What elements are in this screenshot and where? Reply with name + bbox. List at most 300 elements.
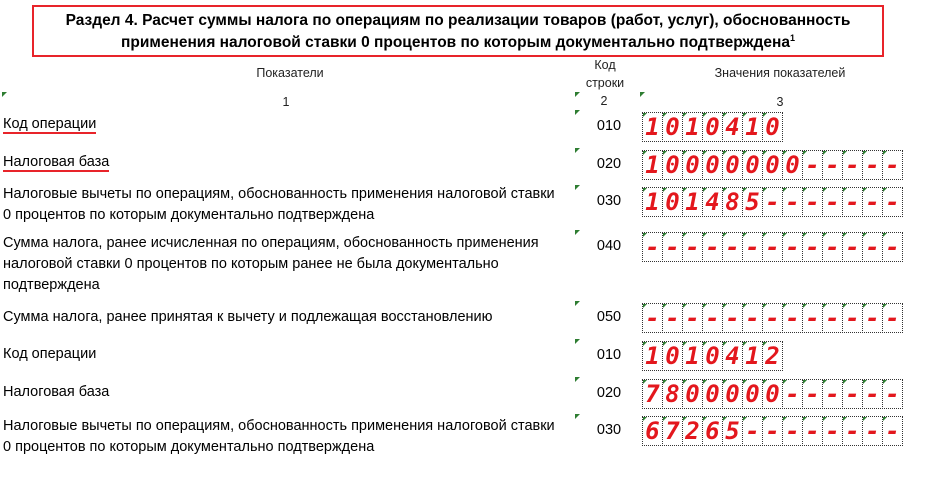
cell-marker-icon	[843, 417, 847, 421]
value-cell[interactable]	[642, 341, 663, 371]
cell-value: 1	[745, 342, 760, 370]
cell-marker-icon	[663, 304, 667, 308]
cell-marker-icon	[743, 304, 747, 308]
cell-marker-icon	[803, 417, 807, 421]
cell-marker-icon	[683, 233, 687, 237]
value-cell[interactable]	[642, 187, 663, 217]
cell-marker-icon	[703, 233, 707, 237]
cell-marker-icon	[723, 151, 727, 155]
cell-marker-icon	[843, 304, 847, 308]
cell-value: 0	[765, 151, 780, 179]
cell-marker-icon	[883, 151, 887, 155]
cell-value: 1	[645, 342, 660, 370]
value-cell[interactable]	[682, 150, 703, 180]
cell-value: -	[885, 380, 900, 408]
section-title-line1: Раздел 4. Расчет суммы налога по операциям по реализации товаров (работ, услуг), обоснованность	[65, 12, 851, 29]
value-cell[interactable]	[702, 379, 723, 409]
cell-marker-icon	[643, 233, 647, 237]
marker-icon	[640, 92, 645, 97]
cell-value: -	[805, 151, 820, 179]
cell-marker-icon	[703, 304, 707, 308]
cell-marker-icon	[763, 233, 767, 237]
value-cell[interactable]	[642, 150, 663, 180]
value-cells	[642, 232, 902, 262]
cell-marker-icon	[683, 188, 687, 192]
value-cell[interactable]	[642, 416, 663, 446]
value-cell[interactable]	[662, 112, 683, 142]
value-cell[interactable]	[722, 416, 743, 446]
section-title-line2: применения налоговой ставки 0 процентов по которым документально подтверждена	[121, 34, 790, 51]
cell-marker-icon	[763, 342, 767, 346]
value-cells	[642, 416, 902, 446]
cell-value: -	[705, 233, 720, 261]
cell-value: -	[705, 304, 720, 332]
column-header-code-line2: строки	[585, 76, 625, 90]
cell-marker-icon	[883, 304, 887, 308]
cell-marker-icon	[803, 151, 807, 155]
value-cells	[642, 341, 782, 371]
cell-value: -	[685, 304, 700, 332]
value-cell[interactable]	[702, 150, 723, 180]
cell-value: -	[825, 304, 840, 332]
cell-marker-icon	[823, 380, 827, 384]
value-cell[interactable]	[662, 187, 683, 217]
cell-marker-icon	[783, 188, 787, 192]
row-label-text: Код операции	[3, 116, 97, 132]
cell-value: -	[845, 151, 860, 179]
cell-value: -	[805, 380, 820, 408]
value-cell[interactable]	[742, 303, 763, 333]
row-label	[3, 152, 563, 173]
cell-value: -	[765, 233, 780, 261]
cell-value: 7	[645, 380, 660, 408]
value-cell[interactable]	[662, 341, 683, 371]
cell-marker-icon	[763, 151, 767, 155]
cell-marker-icon	[643, 342, 647, 346]
value-cell[interactable]	[782, 187, 803, 217]
value-cell[interactable]	[882, 303, 903, 333]
cell-marker-icon	[783, 380, 787, 384]
value-cell[interactable]	[702, 112, 723, 142]
cell-marker-icon	[803, 304, 807, 308]
value-cell[interactable]	[662, 232, 683, 262]
cell-marker-icon	[643, 188, 647, 192]
value-cell[interactable]	[722, 187, 743, 217]
cell-value: -	[785, 188, 800, 216]
value-cell[interactable]	[762, 112, 783, 142]
value-cell[interactable]	[702, 416, 723, 446]
cell-value: -	[865, 233, 880, 261]
cell-value: 0	[705, 151, 720, 179]
cell-marker-icon	[703, 188, 707, 192]
cell-marker-icon	[763, 417, 767, 421]
cell-value: -	[745, 233, 760, 261]
value-cell[interactable]	[782, 416, 803, 446]
cell-value: -	[845, 188, 860, 216]
cell-marker-icon	[683, 304, 687, 308]
value-cell[interactable]	[682, 303, 703, 333]
value-cell[interactable]	[862, 416, 883, 446]
marker-icon	[575, 110, 580, 115]
cell-marker-icon	[883, 417, 887, 421]
row-code: 040	[596, 238, 622, 254]
value-cells	[642, 379, 902, 409]
column-header-indicators: Показатели	[256, 66, 324, 80]
cell-value: 0	[725, 151, 740, 179]
cell-value: 0	[765, 380, 780, 408]
value-cell[interactable]	[742, 187, 763, 217]
cell-marker-icon	[863, 151, 867, 155]
row-label	[3, 114, 563, 135]
cell-value: -	[865, 151, 880, 179]
value-cell[interactable]	[782, 150, 803, 180]
value-cells	[642, 303, 902, 333]
cell-value: 0	[745, 380, 760, 408]
value-cell[interactable]	[802, 416, 823, 446]
cell-value: -	[885, 304, 900, 332]
cell-marker-icon	[763, 380, 767, 384]
section-title	[32, 5, 884, 57]
cell-value: -	[805, 417, 820, 445]
value-cell[interactable]	[842, 232, 863, 262]
cell-value: 0	[765, 113, 780, 141]
row-label-text: Налоговая база	[3, 154, 110, 170]
value-cell[interactable]	[682, 187, 703, 217]
cell-value: 0	[705, 113, 720, 141]
row-code: 050	[596, 309, 622, 325]
value-cell[interactable]	[822, 303, 843, 333]
value-cell[interactable]	[862, 379, 883, 409]
marker-icon	[575, 414, 580, 419]
value-cell[interactable]	[722, 341, 743, 371]
value-cell[interactable]	[742, 341, 763, 371]
value-cell[interactable]	[762, 416, 783, 446]
value-cell[interactable]	[642, 112, 663, 142]
cell-value: -	[865, 304, 880, 332]
value-cell[interactable]	[782, 379, 803, 409]
cell-marker-icon	[703, 417, 707, 421]
cell-marker-icon	[643, 304, 647, 308]
cell-value: -	[845, 233, 860, 261]
value-cell[interactable]	[882, 150, 903, 180]
value-cell[interactable]	[762, 232, 783, 262]
value-cell[interactable]	[882, 416, 903, 446]
cell-value: 6	[645, 417, 660, 445]
value-cell[interactable]	[882, 232, 903, 262]
cell-value: 0	[705, 380, 720, 408]
value-cell[interactable]	[742, 232, 763, 262]
cell-value: 0	[665, 342, 680, 370]
cell-marker-icon	[663, 342, 667, 346]
cell-marker-icon	[883, 380, 887, 384]
cell-value: -	[765, 417, 780, 445]
cell-value: -	[885, 233, 900, 261]
cell-marker-icon	[803, 380, 807, 384]
value-cell[interactable]	[702, 341, 723, 371]
value-cell[interactable]	[862, 303, 883, 333]
value-cell[interactable]	[762, 379, 783, 409]
value-cell[interactable]	[662, 303, 683, 333]
value-cell[interactable]	[822, 187, 843, 217]
cell-marker-icon	[863, 188, 867, 192]
value-cell[interactable]	[762, 303, 783, 333]
cell-marker-icon	[763, 188, 767, 192]
cell-marker-icon	[863, 233, 867, 237]
value-cell[interactable]	[642, 379, 663, 409]
value-cell[interactable]	[802, 150, 823, 180]
row-label-text: Налоговые вычеты по операциям, обоснованность применения налоговой ставки 0 процентов по которым документально подтверждена	[3, 418, 555, 455]
value-cell[interactable]	[742, 379, 763, 409]
cell-value: -	[765, 188, 780, 216]
value-cell[interactable]	[822, 150, 843, 180]
value-cell[interactable]	[762, 341, 783, 371]
cell-value: -	[645, 233, 660, 261]
row-code: 010	[596, 347, 622, 363]
cell-value: -	[845, 380, 860, 408]
value-cell[interactable]	[662, 150, 683, 180]
value-cell[interactable]	[722, 379, 743, 409]
row-label-text: Сумма налога, ранее принятая к вычету и подлежащая восстановлению	[3, 309, 493, 325]
value-cell[interactable]	[882, 379, 903, 409]
value-cell[interactable]	[842, 379, 863, 409]
cell-value: 0	[665, 113, 680, 141]
cell-marker-icon	[723, 380, 727, 384]
cell-marker-icon	[663, 113, 667, 117]
cell-value: -	[685, 233, 700, 261]
cell-marker-icon	[743, 380, 747, 384]
value-cell[interactable]	[682, 341, 703, 371]
value-cell[interactable]	[782, 303, 803, 333]
cell-marker-icon	[743, 417, 747, 421]
cell-value: 7	[665, 417, 680, 445]
cell-value: -	[865, 188, 880, 216]
value-cell[interactable]	[782, 232, 803, 262]
cell-value: 1	[645, 188, 660, 216]
cell-marker-icon	[803, 188, 807, 192]
row-label-text: Сумма налога, ранее исчисленная по операциям, обоснованность применения налоговой ставки 0 процентов по которым ранее не была документально подтверждена	[3, 235, 539, 293]
row-label	[3, 382, 563, 403]
cell-value: -	[825, 233, 840, 261]
marker-icon	[575, 339, 580, 344]
cell-value: 2	[765, 342, 780, 370]
cell-value: 0	[705, 342, 720, 370]
value-cell[interactable]	[842, 416, 863, 446]
cell-value: 5	[745, 188, 760, 216]
cell-marker-icon	[703, 113, 707, 117]
row-label	[3, 416, 563, 458]
value-cell[interactable]	[842, 187, 863, 217]
row-label	[3, 344, 563, 365]
cell-value: 1	[645, 151, 660, 179]
cell-marker-icon	[743, 151, 747, 155]
cell-marker-icon	[703, 151, 707, 155]
cell-marker-icon	[663, 417, 667, 421]
value-cell[interactable]	[822, 379, 843, 409]
cell-value: 0	[665, 151, 680, 179]
value-cell[interactable]	[722, 112, 743, 142]
value-cells	[642, 187, 902, 217]
cell-value: 5	[725, 417, 740, 445]
marker-icon	[575, 148, 580, 153]
cell-value: -	[825, 151, 840, 179]
cell-marker-icon	[783, 304, 787, 308]
cell-value: 2	[685, 417, 700, 445]
marker-icon	[575, 230, 580, 235]
cell-value: -	[785, 417, 800, 445]
value-cell[interactable]	[842, 150, 863, 180]
cell-marker-icon	[663, 188, 667, 192]
cell-value: 4	[725, 342, 740, 370]
cell-marker-icon	[663, 151, 667, 155]
value-cell[interactable]	[882, 187, 903, 217]
value-cell[interactable]	[722, 303, 743, 333]
marker-icon	[575, 185, 580, 190]
value-cell[interactable]	[822, 232, 843, 262]
marker-icon	[2, 92, 7, 97]
value-cell[interactable]	[742, 150, 763, 180]
cell-marker-icon	[723, 233, 727, 237]
value-cell[interactable]	[702, 187, 723, 217]
value-cells	[642, 150, 902, 180]
cell-value: -	[825, 188, 840, 216]
value-cell[interactable]	[762, 187, 783, 217]
cell-marker-icon	[823, 188, 827, 192]
cell-marker-icon	[683, 380, 687, 384]
column-header-code-num: 2	[600, 94, 608, 108]
value-cell[interactable]	[742, 112, 763, 142]
column-header-values-num: 3	[776, 95, 784, 109]
cell-marker-icon	[783, 417, 787, 421]
cell-value: -	[745, 417, 760, 445]
cell-value: 0	[745, 151, 760, 179]
cell-value: -	[725, 304, 740, 332]
cell-marker-icon	[683, 342, 687, 346]
cell-value: -	[865, 417, 880, 445]
value-cell[interactable]	[862, 232, 883, 262]
row-label	[3, 184, 563, 226]
cell-marker-icon	[723, 342, 727, 346]
cell-value: 0	[785, 151, 800, 179]
cell-marker-icon	[643, 417, 647, 421]
cell-value: 4	[705, 188, 720, 216]
cell-value: -	[785, 304, 800, 332]
column-header-values: Значения показателей	[714, 66, 846, 80]
value-cell[interactable]	[802, 232, 823, 262]
cell-value: -	[665, 304, 680, 332]
value-cell[interactable]	[642, 232, 663, 262]
cell-value: -	[865, 380, 880, 408]
row-label	[3, 307, 563, 328]
cell-marker-icon	[723, 113, 727, 117]
value-cell[interactable]	[682, 232, 703, 262]
value-cell[interactable]	[702, 303, 723, 333]
cell-value: -	[745, 304, 760, 332]
cell-value: -	[825, 380, 840, 408]
cell-marker-icon	[843, 380, 847, 384]
marker-icon	[575, 301, 580, 306]
cell-marker-icon	[883, 188, 887, 192]
cell-marker-icon	[643, 151, 647, 155]
value-cell[interactable]	[802, 379, 823, 409]
value-cell[interactable]	[682, 112, 703, 142]
cell-value: -	[785, 233, 800, 261]
marker-icon	[575, 92, 580, 97]
value-cell[interactable]	[662, 379, 683, 409]
cell-marker-icon	[763, 113, 767, 117]
value-cell[interactable]	[682, 379, 703, 409]
cell-marker-icon	[683, 151, 687, 155]
cell-value: -	[885, 417, 900, 445]
marker-icon	[575, 377, 580, 382]
cell-value: -	[725, 233, 740, 261]
row-label-text: Налоговые вычеты по операциям, обоснованность применения налоговой ставки 0 процентов по которым документально подтверждена	[3, 186, 555, 223]
cell-marker-icon	[823, 233, 827, 237]
cell-marker-icon	[823, 151, 827, 155]
cell-marker-icon	[863, 417, 867, 421]
cell-value: -	[765, 304, 780, 332]
value-cell[interactable]	[842, 303, 863, 333]
cell-value: 0	[725, 380, 740, 408]
cell-marker-icon	[763, 304, 767, 308]
value-cell[interactable]	[722, 150, 743, 180]
section-title-line2-wrap	[34, 32, 882, 54]
cell-marker-icon	[883, 233, 887, 237]
value-cell[interactable]	[642, 303, 663, 333]
cell-value: -	[885, 188, 900, 216]
cell-value: 0	[685, 151, 700, 179]
cell-marker-icon	[823, 304, 827, 308]
cell-value: 0	[685, 380, 700, 408]
cell-marker-icon	[863, 304, 867, 308]
cell-value: -	[885, 151, 900, 179]
row-label-text: Налоговая база	[3, 384, 110, 400]
footnote-mark: 1	[789, 32, 795, 43]
cell-marker-icon	[863, 380, 867, 384]
cell-value: -	[805, 233, 820, 261]
value-cell[interactable]	[662, 416, 683, 446]
row-label	[3, 233, 563, 296]
value-cell[interactable]	[802, 187, 823, 217]
cell-value: -	[845, 304, 860, 332]
cell-value: 1	[685, 188, 700, 216]
cell-marker-icon	[663, 380, 667, 384]
value-cell[interactable]	[802, 303, 823, 333]
cell-value: -	[785, 380, 800, 408]
cell-marker-icon	[643, 113, 647, 117]
value-cell[interactable]	[822, 416, 843, 446]
row-label-text: Код операции	[3, 346, 97, 362]
row-code: 030	[596, 193, 622, 209]
value-cell[interactable]	[762, 150, 783, 180]
value-cell[interactable]	[862, 187, 883, 217]
cell-marker-icon	[743, 188, 747, 192]
row-code: 020	[596, 156, 622, 172]
value-cells	[642, 112, 782, 142]
value-cell[interactable]	[722, 232, 743, 262]
cell-value: -	[665, 233, 680, 261]
cell-value: 1	[685, 113, 700, 141]
value-cell[interactable]	[682, 416, 703, 446]
cell-value: -	[845, 417, 860, 445]
cell-marker-icon	[703, 342, 707, 346]
cell-marker-icon	[783, 233, 787, 237]
value-cell[interactable]	[702, 232, 723, 262]
column-header-code-line1: Код	[594, 58, 616, 72]
cell-value: -	[825, 417, 840, 445]
cell-marker-icon	[663, 233, 667, 237]
value-cell[interactable]	[862, 150, 883, 180]
value-cell[interactable]	[742, 416, 763, 446]
